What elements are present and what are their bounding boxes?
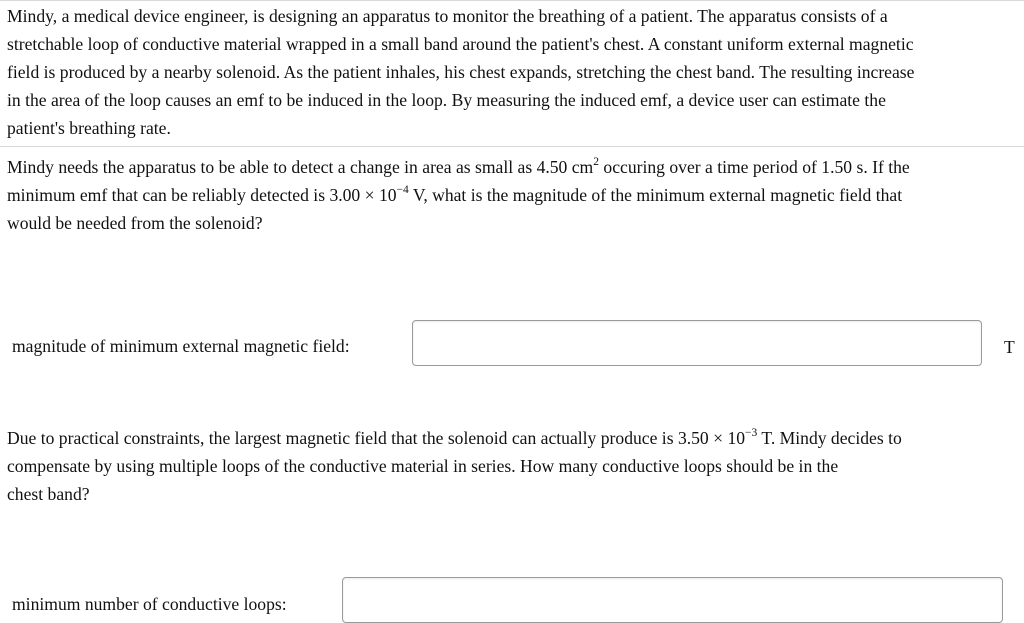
q1-line-1-text-b: occuring over a time period of 1.50 s. If the xyxy=(599,157,910,177)
magnetic-field-answer-label: magnitude of minimum external magnetic field: xyxy=(12,336,350,356)
q1-line-2-exponent: −4 xyxy=(396,184,409,197)
section-divider xyxy=(0,146,1024,147)
q1-line-2-text-a: minimum emf that can be reliably detected is 3.00 × 10 xyxy=(7,185,397,205)
q2-line-1 xyxy=(7,424,1019,452)
intro-line-5: patient's breathing rate. xyxy=(7,118,171,138)
loops-answer-input[interactable] xyxy=(342,577,1003,623)
question2-prompt-paragraph xyxy=(7,424,1019,508)
top-divider xyxy=(0,0,1024,1)
question1-prompt-paragraph xyxy=(7,153,1019,237)
q2-line-1-text-a: Due to practical constraints, the largest magnetic field that the solenoid can actually produce is 3.50 × 10 xyxy=(7,428,746,448)
q1-line-1 xyxy=(7,153,1019,181)
loops-answer-label: minimum number of conductive loops: xyxy=(12,594,287,614)
q1-line-2-text-b: V, what is the magnitude of the minimum external magnetic field that xyxy=(408,185,903,205)
intro-line-3: field is produced by a nearby solenoid. As the patient inhales, his chest expands, stretching the chest band. The resulting increase xyxy=(7,62,915,82)
intro-line-1: Mindy, a medical device engineer, is designing an apparatus to monitor the breathing of a patient. The apparatus consists of a xyxy=(7,6,888,26)
q2-line-1-exponent: −3 xyxy=(745,427,758,440)
intro-line-4: in the area of the loop causes an emf to be induced in the loop. By measuring the induced emf, a device user can estimate the xyxy=(7,90,886,110)
q2-line-2: compensate by using multiple loops of the conductive material in series. How many conductive loops should be in the xyxy=(7,456,839,476)
magnetic-field-answer-input[interactable] xyxy=(412,320,982,366)
q1-line-2 xyxy=(7,181,1019,209)
q1-line-1-text-a: Mindy needs the apparatus to be able to detect a change in area as small as 4.50 cm xyxy=(7,157,594,177)
q2-line-1-text-b: T. Mindy decides to xyxy=(757,428,902,448)
q2-line-3: chest band? xyxy=(7,484,90,504)
q1-line-1-exponent: 2 xyxy=(593,156,599,169)
intro-line-2: stretchable loop of conductive material wrapped in a small band around the patient's chest. A constant uniform external magnetic xyxy=(7,34,914,54)
magnetic-field-unit: T xyxy=(1004,337,1015,357)
q1-line-3: would be needed from the solenoid? xyxy=(7,213,263,233)
problem-intro-paragraph xyxy=(7,2,1019,142)
